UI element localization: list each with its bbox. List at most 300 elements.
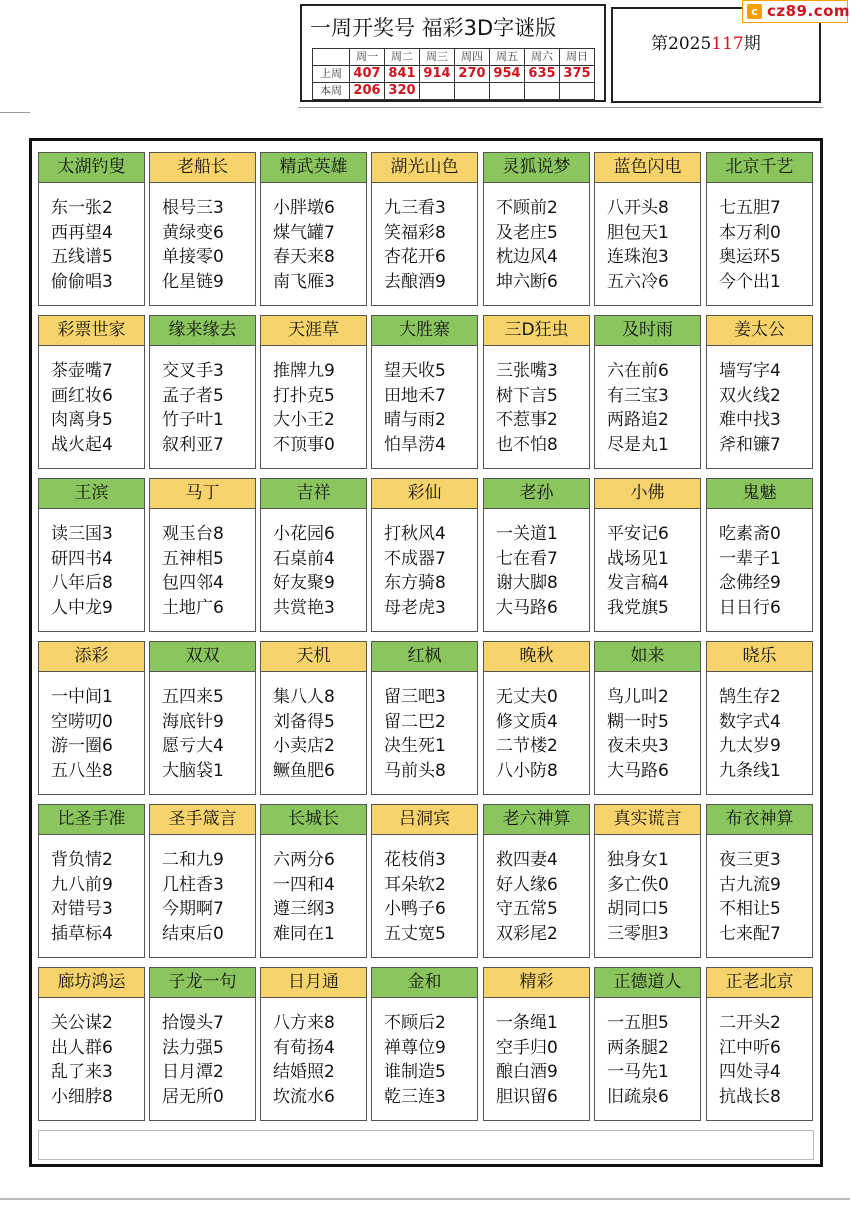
- riddle-card: [371, 152, 478, 306]
- draw-number: [560, 83, 595, 100]
- card-riddle-list: [484, 998, 589, 1109]
- riddle-line: 坤六断6: [496, 271, 558, 292]
- riddle-line: 居无所0: [162, 1086, 224, 1107]
- card-author-title: 红枫: [372, 642, 477, 672]
- riddle-line: 双火线2: [719, 385, 781, 406]
- riddle-line: 一条绳1: [496, 1013, 558, 1033]
- riddle-line: 有三宝3: [607, 385, 669, 406]
- riddle-line: 刘备得5: [273, 711, 335, 732]
- card-author-title: 日月通: [261, 968, 366, 998]
- riddle-card: [594, 967, 701, 1121]
- riddle-line: 胡同口5: [607, 899, 669, 919]
- riddle-line: 九八前9: [51, 874, 113, 895]
- riddle-line: 九条线1: [719, 760, 781, 781]
- riddle-line: 五四来5: [162, 687, 224, 707]
- riddle-line: 及老庄5: [496, 222, 558, 243]
- riddle-card: [38, 152, 145, 306]
- card-riddle-list: [261, 998, 366, 1109]
- card-riddle-list: [372, 509, 477, 620]
- riddle-line: 鳜鱼肥6: [273, 760, 335, 781]
- card-riddle-list: [39, 346, 144, 457]
- riddle-line: 春天来8: [273, 247, 335, 267]
- riddle-line: 黄绿变6: [162, 222, 224, 243]
- riddle-line: 今期啊7: [162, 899, 224, 919]
- riddle-line: 有荀扬4: [273, 1037, 335, 1058]
- weekly-draw-table: [312, 48, 595, 100]
- riddle-line: 叙利亚7: [162, 434, 224, 455]
- riddle-line: 乱了来3: [51, 1062, 113, 1082]
- riddle-line: 七在看7: [496, 548, 558, 569]
- left-edge-rule: [0, 112, 30, 113]
- riddle-card: [371, 967, 478, 1121]
- riddle-line: 土地广6: [162, 597, 224, 618]
- riddle-card: [260, 152, 367, 306]
- riddle-line: 出人群6: [51, 1037, 113, 1058]
- riddle-line: 好友聚9: [273, 573, 335, 593]
- riddle-line: 小鸭子6: [384, 899, 446, 919]
- riddle-line: 禅尊位9: [384, 1037, 446, 1058]
- card-author-title: 老孙: [484, 479, 589, 509]
- riddle-card: [706, 152, 813, 306]
- riddle-line: 谢大脚8: [496, 573, 558, 593]
- card-riddle-list: [707, 183, 812, 294]
- riddle-line: 树下言5: [496, 385, 558, 406]
- riddle-line: 八开头8: [607, 198, 669, 218]
- card-riddle-list: [595, 672, 700, 783]
- riddle-line: 小卖店2: [273, 736, 335, 756]
- card-riddle-list: [39, 998, 144, 1109]
- riddle-line: 不相让5: [719, 899, 781, 919]
- riddle-line: 三零胆3: [607, 923, 669, 944]
- card-author-title: 彩票世家: [39, 316, 144, 346]
- riddle-line: 杏花开6: [384, 247, 446, 267]
- riddle-line: 抗战长8: [719, 1086, 781, 1107]
- riddle-line: 四处寻4: [719, 1062, 781, 1082]
- riddle-line: 谁制造5: [384, 1062, 446, 1082]
- riddle-line: 笑福彩8: [384, 222, 446, 243]
- riddle-card: [371, 315, 478, 469]
- card-author-title: 吉祥: [261, 479, 366, 509]
- riddle-line: 空手归0: [496, 1037, 558, 1058]
- issue-suffix: 期: [743, 34, 761, 54]
- card-riddle-list: [484, 346, 589, 457]
- card-riddle-list: [261, 835, 366, 946]
- riddle-card: [706, 315, 813, 469]
- draw-number: 270: [455, 66, 490, 83]
- card-riddle-list: [39, 672, 144, 783]
- riddle-line: 去酿酒9: [384, 271, 446, 292]
- card-riddle-list: [372, 183, 477, 294]
- riddle-line: 难中找3: [719, 410, 781, 430]
- riddle-line: 五线谱5: [51, 247, 113, 267]
- riddle-line: 一中间1: [51, 687, 113, 707]
- card-author-title: 子龙一句: [150, 968, 255, 998]
- card-riddle-list: [484, 509, 589, 620]
- riddle-line: 东方骑8: [384, 573, 446, 593]
- card-author-title: 老船长: [150, 153, 255, 183]
- riddle-card: [260, 641, 367, 795]
- draw-number: [420, 83, 455, 100]
- riddle-line: 大马路6: [496, 597, 558, 618]
- this-week-label: 本周: [313, 83, 350, 100]
- riddle-card: [483, 804, 590, 958]
- last-week-row: [313, 66, 595, 83]
- riddle-line: 救四妻4: [496, 850, 558, 870]
- riddle-line: 肉离身5: [51, 410, 113, 430]
- riddle-line: 田地禾7: [384, 385, 446, 406]
- riddle-line: 一五胆5: [607, 1013, 669, 1033]
- card-author-title: 北京千艺: [707, 153, 812, 183]
- card-riddle-list: [484, 835, 589, 946]
- card-author-title: 三D狂虫: [484, 316, 589, 346]
- riddle-line: 留三吧3: [384, 687, 446, 707]
- riddle-line: 留二巴2: [384, 711, 446, 732]
- riddle-line: 独身女1: [607, 850, 669, 870]
- card-riddle-list: [39, 183, 144, 294]
- card-author-title: 吕洞宾: [372, 805, 477, 835]
- riddle-line: 海底针9: [162, 711, 224, 732]
- day-header: 周六: [525, 49, 560, 66]
- card-riddle-list: [150, 835, 255, 946]
- card-riddle-list: [150, 346, 255, 457]
- card-author-title: 廊坊鸿运: [39, 968, 144, 998]
- card-author-title: 鬼魅: [707, 479, 812, 509]
- days-row: [313, 49, 595, 66]
- card-author-title: 灵狐说梦: [484, 153, 589, 183]
- riddle-line: 观玉台8: [162, 524, 224, 544]
- last-week-label: 上周: [313, 66, 350, 83]
- weekly-draw-panel: [300, 4, 606, 102]
- riddle-card: [260, 804, 367, 958]
- riddle-line: 结束后0: [162, 923, 224, 944]
- riddle-card: [371, 478, 478, 632]
- card-riddle-list: [372, 998, 477, 1109]
- riddle-card: [38, 315, 145, 469]
- riddle-line: 茶壶嘴7: [51, 361, 113, 381]
- card-riddle-list: [707, 672, 812, 783]
- riddle-line: 煤气罐7: [273, 222, 335, 243]
- card-riddle-list: [150, 509, 255, 620]
- riddle-card: [483, 152, 590, 306]
- day-header: 周日: [560, 49, 595, 66]
- issue-prefix: 第2025: [651, 34, 712, 54]
- card-riddle-list: [595, 183, 700, 294]
- riddle-line: 多亡佚0: [607, 874, 669, 895]
- riddle-line: 战火起4: [51, 434, 113, 455]
- riddle-line: 小胖墩6: [273, 198, 335, 218]
- riddle-card: [149, 967, 256, 1121]
- riddle-line: 共赏艳3: [273, 597, 335, 618]
- riddle-card: [260, 967, 367, 1121]
- header-rule: [298, 107, 823, 108]
- riddle-line: 日月潭2: [162, 1062, 224, 1082]
- card-riddle-list: [707, 509, 812, 620]
- card-riddle-list: [595, 998, 700, 1109]
- riddle-line: 小花园6: [273, 524, 335, 544]
- riddle-line: 糊一时5: [607, 711, 669, 732]
- riddle-line: 无丈夫0: [496, 687, 558, 707]
- riddle-line: 拾馒头7: [162, 1013, 224, 1033]
- riddle-card: [38, 804, 145, 958]
- riddle-line: 也不怕8: [496, 434, 558, 455]
- riddle-line: 打秋风4: [384, 524, 446, 544]
- riddle-card: [149, 478, 256, 632]
- riddle-card: [483, 478, 590, 632]
- riddle-line: 背负情2: [51, 850, 113, 870]
- card-author-title: 马丁: [150, 479, 255, 509]
- riddle-line: 根号三3: [162, 198, 224, 218]
- riddle-line: 日日行6: [719, 597, 781, 618]
- card-author-title: 正德道人: [595, 968, 700, 998]
- page-title: 一周开奖号 福彩3D字谜版: [310, 16, 557, 40]
- riddle-line: 西再望4: [51, 222, 113, 243]
- card-riddle-list: [261, 509, 366, 620]
- riddle-line: 八年后8: [51, 573, 113, 593]
- riddle-card: [594, 804, 701, 958]
- riddle-line: 遵三纲3: [273, 899, 335, 919]
- card-author-title: 金和: [372, 968, 477, 998]
- card-author-title: 精彩: [484, 968, 589, 998]
- riddle-line: 墙写字4: [719, 361, 781, 381]
- site-url: cz89.com: [767, 2, 850, 20]
- riddle-line: 东一张2: [51, 198, 113, 218]
- riddle-line: 法力强5: [162, 1037, 224, 1058]
- riddle-line: 大脑袋1: [162, 760, 224, 781]
- riddle-card: [483, 967, 590, 1121]
- card-riddle-list: [484, 672, 589, 783]
- riddle-line: 空唠叨0: [51, 711, 113, 732]
- riddle-line: 交叉手3: [162, 361, 224, 381]
- card-author-title: 圣手箴言: [150, 805, 255, 835]
- card-riddle-list: [484, 183, 589, 294]
- card-author-title: 比圣手准: [39, 805, 144, 835]
- riddle-line: 一关道1: [496, 524, 558, 544]
- riddle-line: 关公谋2: [51, 1013, 113, 1033]
- card-riddle-list: [707, 346, 812, 457]
- riddle-line: 吃素斋0: [719, 524, 781, 544]
- riddle-line: 画红妆6: [51, 385, 113, 406]
- riddle-line: 孟子者5: [162, 385, 224, 406]
- card-riddle-list: [39, 509, 144, 620]
- riddle-line: 二和九9: [162, 850, 224, 870]
- riddle-card: [706, 967, 813, 1121]
- riddle-line: 包四邻4: [162, 573, 224, 593]
- day-header: 周一: [350, 49, 385, 66]
- riddle-line: 本万利0: [719, 222, 781, 243]
- day-header: 周五: [490, 49, 525, 66]
- riddle-line: 二节楼2: [496, 736, 558, 756]
- riddle-line: 对错号3: [51, 899, 113, 919]
- card-author-title: 添彩: [39, 642, 144, 672]
- this-week-row: [313, 83, 595, 100]
- riddle-line: 坎流水6: [273, 1086, 335, 1107]
- card-riddle-list: [39, 835, 144, 946]
- draw-number: 407: [350, 66, 385, 83]
- card-riddle-list: [150, 998, 255, 1109]
- riddle-line: 七来配7: [719, 923, 781, 944]
- card-author-title: 缘来缘去: [150, 316, 255, 346]
- riddle-line: 连珠泡3: [607, 247, 669, 267]
- card-riddle-list: [372, 672, 477, 783]
- riddle-card: [594, 152, 701, 306]
- riddle-line: 平安记6: [607, 524, 669, 544]
- card-author-title: 湖光山色: [372, 153, 477, 183]
- riddle-line: 斧和镰7: [719, 434, 781, 455]
- card-author-title: 晚秋: [484, 642, 589, 672]
- riddle-line: 望天收5: [384, 361, 446, 381]
- riddle-line: 五神相5: [162, 548, 224, 569]
- issue-label: [651, 29, 761, 54]
- riddle-line: 不顾后2: [384, 1013, 446, 1033]
- card-author-title: 蓝色闪电: [595, 153, 700, 183]
- corner-cell: [313, 49, 350, 66]
- riddle-card: [260, 478, 367, 632]
- riddle-line: 游一圈6: [51, 736, 113, 756]
- draw-number: 375: [560, 66, 595, 83]
- draw-number: 206: [350, 83, 385, 100]
- riddle-card: [149, 641, 256, 795]
- riddle-line: 难同在1: [273, 923, 335, 944]
- draw-number: [490, 83, 525, 100]
- card-author-title: 真实谎言: [595, 805, 700, 835]
- card-riddle-list: [595, 346, 700, 457]
- riddle-line: 竹子叶1: [162, 410, 224, 430]
- riddle-line: 插草标4: [51, 923, 113, 944]
- riddle-card: [38, 478, 145, 632]
- card-riddle-list: [261, 346, 366, 457]
- riddle-line: 九三看3: [384, 198, 446, 218]
- riddle-line: 大小王2: [273, 410, 335, 430]
- riddle-line: 几柱香3: [162, 874, 224, 895]
- card-riddle-list: [150, 672, 255, 783]
- card-author-title: 小佛: [595, 479, 700, 509]
- card-riddle-list: [261, 183, 366, 294]
- card-riddle-list: [150, 183, 255, 294]
- riddle-line: 母老虎3: [384, 597, 446, 618]
- riddle-line: 马前头8: [384, 760, 446, 781]
- riddle-line: 集八人8: [273, 687, 335, 707]
- riddle-line: 七五胆7: [719, 198, 781, 218]
- day-header: 周二: [385, 49, 420, 66]
- riddle-grid: [29, 138, 823, 1167]
- riddle-line: 战场见1: [607, 548, 669, 569]
- card-author-title: 精武英雄: [261, 153, 366, 183]
- card-author-title: 天机: [261, 642, 366, 672]
- riddle-card: [38, 641, 145, 795]
- riddle-line: 单接零0: [162, 247, 224, 267]
- riddle-line: 不惹事2: [496, 410, 558, 430]
- riddle-line: 胆包天1: [607, 222, 669, 243]
- riddle-line: 八方来8: [273, 1013, 335, 1033]
- riddle-card: [371, 804, 478, 958]
- riddle-line: 花枝俏3: [384, 850, 446, 870]
- riddle-line: 读三国3: [51, 524, 113, 544]
- riddle-card: [260, 315, 367, 469]
- card-riddle-list: [707, 998, 812, 1109]
- riddle-card: [483, 315, 590, 469]
- riddle-card: [149, 152, 256, 306]
- riddle-line: 大马路6: [607, 760, 669, 781]
- riddle-line: 江中听6: [719, 1037, 781, 1058]
- riddle-line: 二开头2: [719, 1013, 781, 1033]
- card-riddle-list: [372, 835, 477, 946]
- card-author-title: 大胜寨: [372, 316, 477, 346]
- riddle-line: 五六冷6: [607, 271, 669, 292]
- site-logo-icon: c: [747, 4, 762, 19]
- riddle-line: 偷偷唱3: [51, 271, 113, 292]
- draw-number: 635: [525, 66, 560, 83]
- riddle-card: [483, 641, 590, 795]
- riddle-line: 六两分6: [273, 850, 335, 870]
- riddle-line: 奥运环5: [719, 247, 781, 267]
- riddle-card: [149, 804, 256, 958]
- card-riddle-list: [707, 835, 812, 946]
- day-header: 周四: [455, 49, 490, 66]
- riddle-line: 不顾前2: [496, 198, 558, 218]
- riddle-line: 九太岁9: [719, 736, 781, 756]
- card-author-title: 老六神算: [484, 805, 589, 835]
- riddle-line: 结婚照2: [273, 1062, 335, 1082]
- riddle-line: 夜三更3: [719, 850, 781, 870]
- card-author-title: 太湖钓叟: [39, 153, 144, 183]
- riddle-line: 八小防8: [496, 760, 558, 781]
- riddle-line: 两条腿2: [607, 1037, 669, 1058]
- riddle-line: 五八坐8: [51, 760, 113, 781]
- riddle-line: 乾三连3: [384, 1086, 446, 1107]
- card-riddle-list: [595, 835, 700, 946]
- riddle-line: 今个出1: [719, 271, 781, 292]
- riddle-line: 推牌九9: [273, 361, 335, 381]
- riddle-line: 守五常5: [496, 899, 558, 919]
- riddle-card: [594, 315, 701, 469]
- riddle-line: 数字式4: [719, 711, 781, 732]
- riddle-line: 酿白酒9: [496, 1062, 558, 1082]
- riddle-line: 人中龙9: [51, 597, 113, 618]
- riddle-line: 石桌前4: [273, 548, 335, 569]
- riddle-line: 愿亏大4: [162, 736, 224, 756]
- riddle-line: 好人缘6: [496, 874, 558, 895]
- riddle-line: 南飞雁3: [273, 271, 335, 292]
- riddle-line: 双彩尾2: [496, 923, 558, 944]
- riddle-line: 鸟儿叫2: [607, 687, 669, 707]
- riddle-line: 小细脖8: [51, 1086, 113, 1107]
- riddle-line: 夜未央3: [607, 736, 669, 756]
- bottom-rule: [0, 1198, 850, 1200]
- riddle-line: 一马先1: [607, 1062, 669, 1082]
- day-header: 周三: [420, 49, 455, 66]
- riddle-card: [594, 641, 701, 795]
- card-author-title: 正老北京: [707, 968, 812, 998]
- site-watermark[interactable]: [742, 0, 848, 23]
- card-riddle-list: [261, 672, 366, 783]
- riddle-line: 修文质4: [496, 711, 558, 732]
- card-author-title: 长城长: [261, 805, 366, 835]
- riddle-line: 打扑克5: [273, 385, 335, 406]
- riddle-line: 晴与雨2: [384, 410, 446, 430]
- card-author-title: 天涯草: [261, 316, 366, 346]
- draw-number: 841: [385, 66, 420, 83]
- card-riddle-list: [595, 509, 700, 620]
- card-author-title: 彩仙: [372, 479, 477, 509]
- card-author-title: 王滨: [39, 479, 144, 509]
- riddle-card: [594, 478, 701, 632]
- riddle-line: 胆识留6: [496, 1086, 558, 1107]
- riddle-line: 我党旗5: [607, 597, 669, 618]
- riddle-card: [38, 967, 145, 1121]
- card-author-title: 如来: [595, 642, 700, 672]
- riddle-line: 念佛经9: [719, 573, 781, 593]
- riddle-line: 研四书4: [51, 548, 113, 569]
